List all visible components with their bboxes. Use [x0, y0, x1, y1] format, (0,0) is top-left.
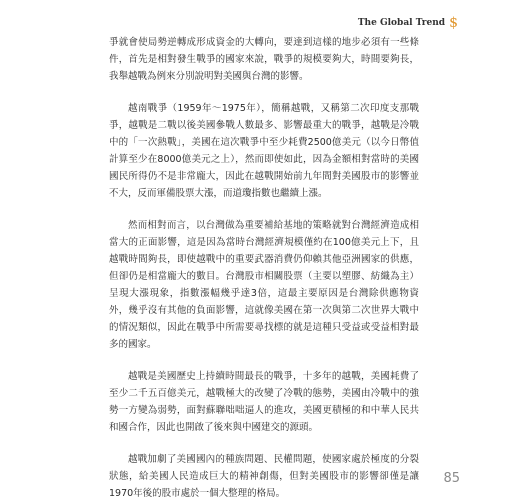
paragraph: 越戰加劇了美國國內的種族問題、民權問題，使國家處於極度的分裂狀態，給美國人民造成巨大的精神創傷，但對美國股市的影響卻僅是讓1970年後的股市處於一個大整理的格局。	[109, 454, 419, 499]
paragraph: 越戰是美國歷史上持續時間最長的戰爭，十多年的越戰，美國耗費了至少二千五百億美元，越戰極大的改變了冷戰的態勢，美國由冷戰中的強勢一方變為弱勢，面對蘇聯咄咄逼人的進攻，美國更積極的和中華人民共和國合作，因此也開啟了後來與中國建交的源頭。	[109, 371, 419, 433]
header-title: The Global Trend	[357, 18, 446, 28]
body-text	[109, 34, 419, 502]
dollar-sign-icon: $	[449, 15, 458, 31]
paragraph: 然而相對而言，以台灣做為重要補給基地的策略就對台灣經濟造成相當大的正面影響，這是因為當時台灣經濟規模僅約在100億美元上下，且越戰時間夠長，即使越戰中的重要武器消費仍仰賴其他亞洲國家的供應，但卻仍是相當龐大的數目。台灣股市相關股票（主要以塑膠、紡織為主）呈現大漲現象，指數漲幅幾乎達3倍，這最主要原因是台灣除供應物資外，幾乎沒有其他的負面影響，這就像美國在第一次與第二次世界大戰中的情況類似，因此在戰爭中所需要尋找標的就是這種只受益或受益相對最多的國家。	[109, 220, 419, 350]
page-number: 85	[443, 471, 460, 486]
running-header	[358, 16, 458, 30]
paragraph: 爭就會使局勢逆轉成形成資金的大轉向，要達到這樣的地步必須有一些條件，首先是相對發生戰爭的國家來說，戰爭的規模要夠大，時間要夠長，我舉越戰為例來分別說明對美國與台灣的影響。	[109, 37, 419, 82]
paragraph: 越南戰爭（1959年～1975年），簡稱越戰，又稱第二次印度支那戰爭，越戰是二戰以後美國參戰人數最多、影響最重大的戰爭，越戰是冷戰中的「一次熱戰」，美國在這次戰爭中至少耗費2500億美元（以今日幣值計算至少在8000億美元之上），然而即使如此，因為金額相對當時的美國國民所得仍不是非常龐大，因此在越戰開始前九年間對美國股市的影響並不大，反而軍備股票大漲，而道瓊指數也繼續上漲。	[109, 103, 419, 199]
